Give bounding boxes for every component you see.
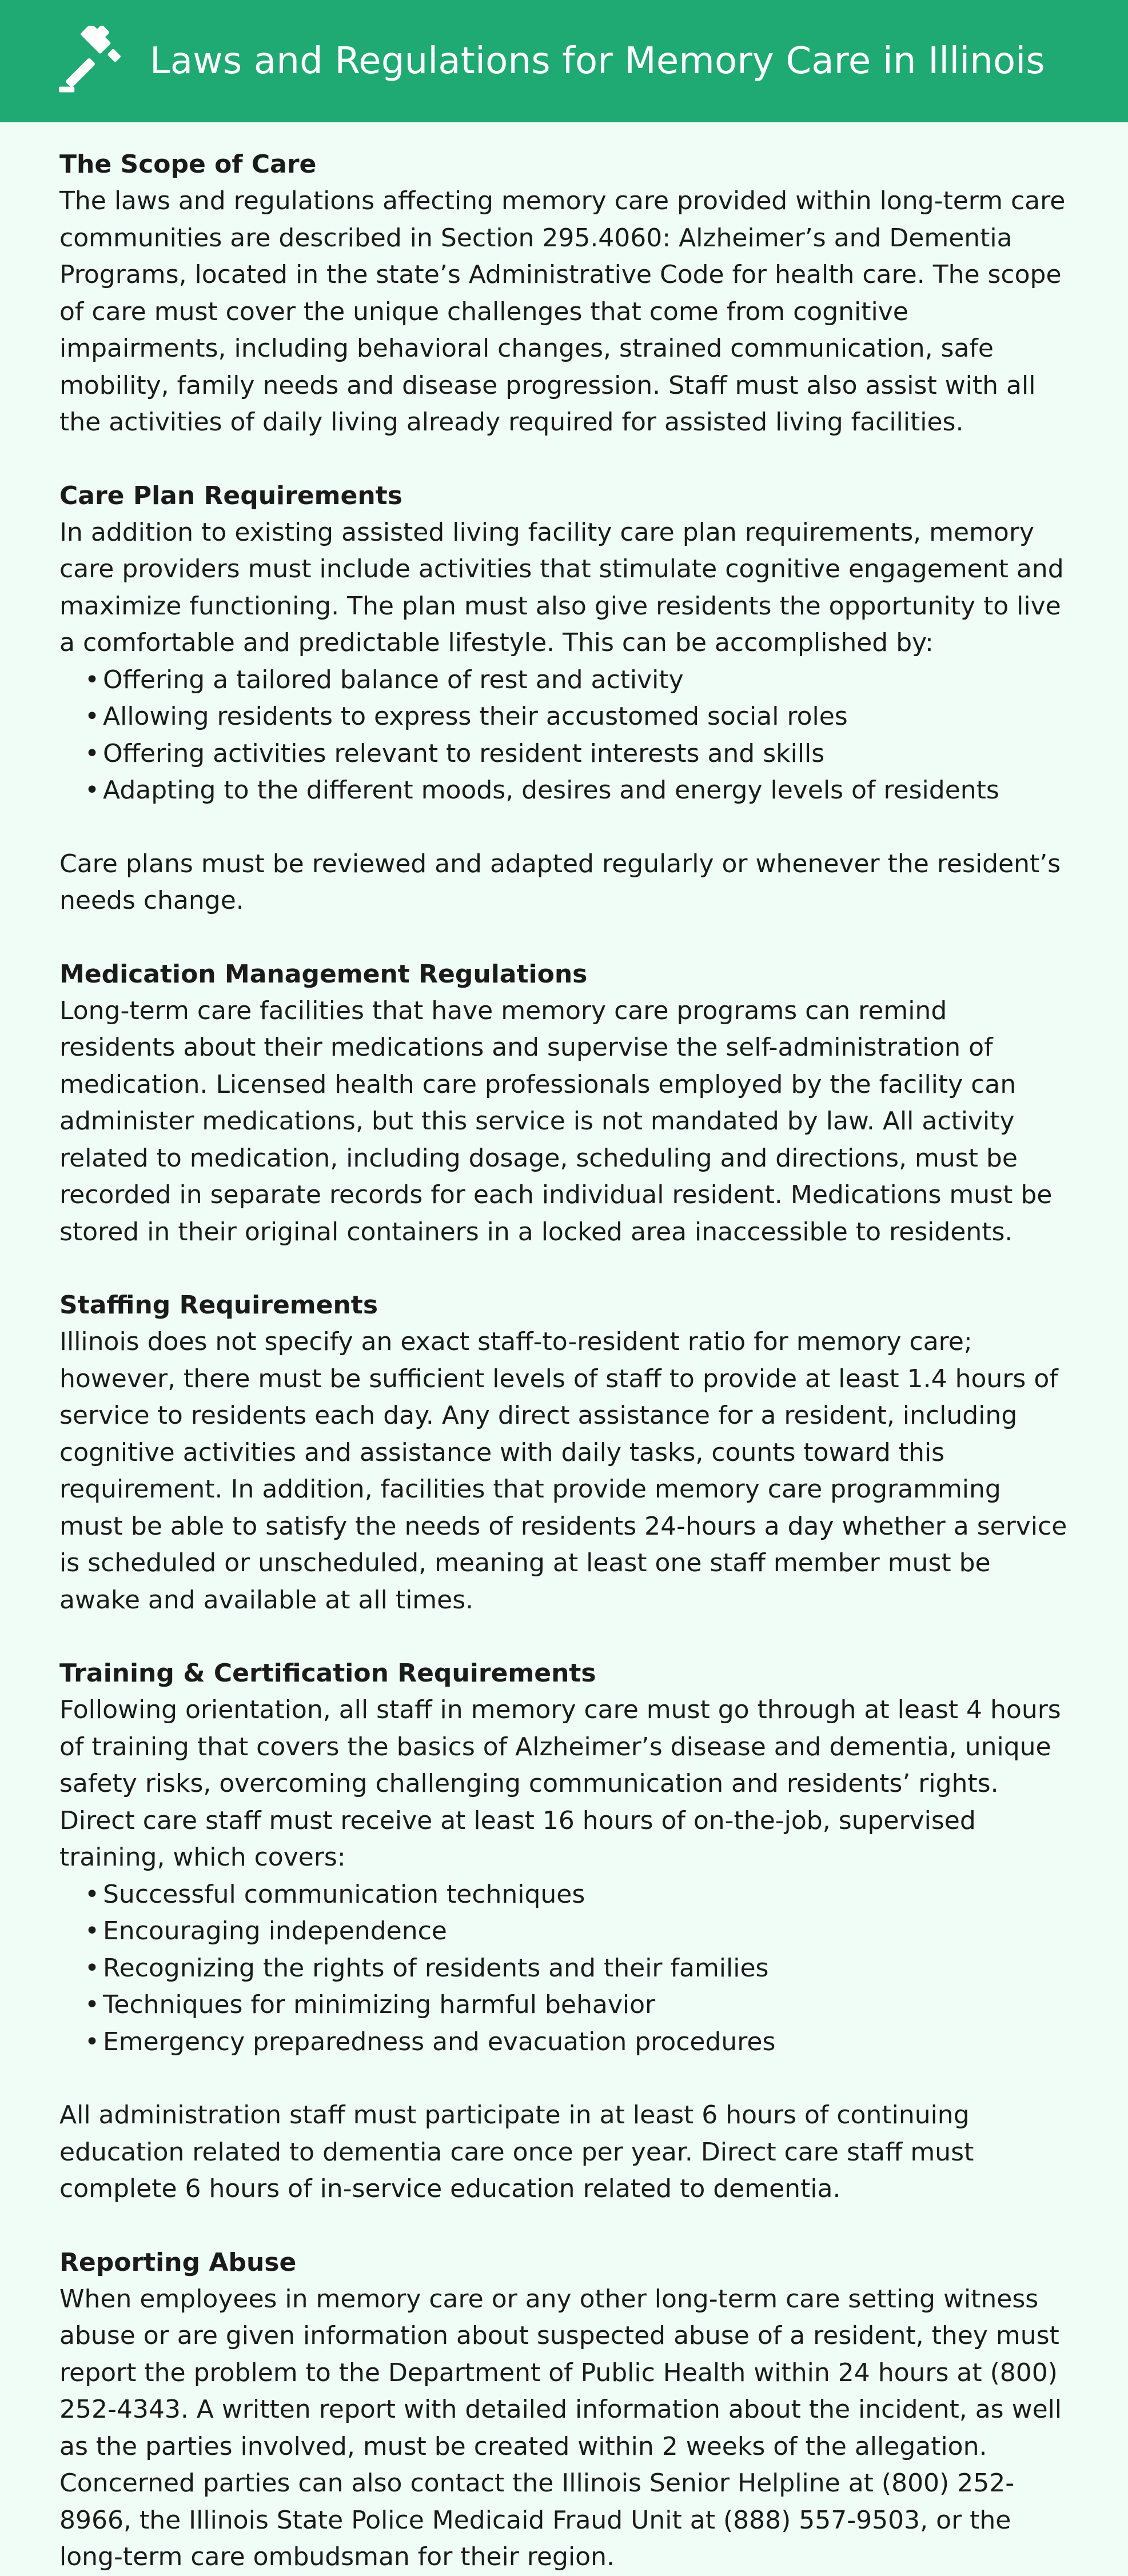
section-title: The Scope of Care <box>59 150 317 179</box>
section-title: Reporting Abuse <box>59 2247 297 2277</box>
section-paragraph: Illinois does not specify an exact staff-to-resident ratio for memory care; however, there must be sufficient levels of staff to provide at least 1.4 hours of service to residents each day. Any direct assistance for a resident, including cognitive activities and assistance with daily tasks, counts toward this requirement. In addition, facilities that provide memory care programming must be able to satisfy the needs of residents 24-hours a day whether a service is scheduled or unscheduled, meaning at least one staff member must be awake and available at all times. <box>59 1327 1067 1615</box>
bullet-list <box>59 1876 1069 2061</box>
section-paragraph: Long-term care facilities that have memory care programs can remind residents about their medications and supervise the self-administration of medication. Licensed health care professionals employed by the facility can administer medications, but this service is not mandated by law. All activity related to medication, including dosage, scheduling and directions, must be recorded in separate records for each individual resident. Medications must be stored in their original containers in a locked area inaccessible to residents. <box>59 996 1053 1247</box>
bullet-icon: • <box>85 702 99 731</box>
list-item: • Techniques for minimizing harmful behavior <box>59 1987 1069 2024</box>
section-paragraph: In addition to existing assisted living facility care plan requirements, memory care providers must include activities that stimulate cognitive engagement and maximize functioning. The plan must also give residents the opportunity to live a comfortable and predictable lifestyle. This can be accomplished by: <box>59 517 1064 657</box>
page-header <box>0 0 1128 122</box>
section-paragraph: Following orientation, all staff in memory care must go through at least 4 hours of training that covers the basics of Alzheimer’s disease and dementia, unique safety risks, overcoming challenging communication and residents’ rights. Direct care staff must receive at least 16 hours of on-the-job, supervised training, which covers: <box>59 1695 1061 1872</box>
section-reporting-abuse <box>59 2244 1069 2576</box>
section-title: Medication Management Regulations <box>59 959 588 989</box>
list-item: • Successful communication techniques <box>59 1876 1069 1914</box>
section-paragraph: Care plans must be reviewed and adapted regularly or whenever the resident’s needs change. <box>59 849 1061 915</box>
list-item: • Encouraging independence <box>59 1913 1069 1950</box>
bullet-list <box>59 662 1069 809</box>
section-paragraph: When employees in memory care or any other long-term care setting witness abuse or are given information about suspected abuse of a resident, they must report the problem to the Department of Public Health within 24 hours at (800) 252-4343. A written report with detailed information about the incident, as well as the parties involved, must be created within 2 weeks of the allegation. Concerned parties can also contact the Illinois Senior Helpline at (800) 252-8966, the Illinois State Police Medicaid Fraud Unit at (888) 557-9503, or the long-term care ombudsman for their region. <box>59 2284 1062 2571</box>
bullet-icon: • <box>85 1953 99 1983</box>
section-medication-management <box>59 956 1069 1251</box>
section-training-certification <box>59 1655 1069 2208</box>
section-paragraph: All administration staff must participate in at least 6 hours of continuing education related to dementia care once per year. Direct care staff must complete 6 hours of in-service education related to dementia. <box>59 2100 974 2203</box>
section-staffing-requirements <box>59 1287 1069 1619</box>
list-item: • Emergency preparedness and evacuation procedures <box>59 2024 1069 2061</box>
list-item: • Offering activities relevant to resident interests and skills <box>59 736 1069 773</box>
list-item: • Offering a tailored balance of rest and activity <box>59 662 1069 699</box>
section-scope-of-care <box>59 146 1069 441</box>
section-title: Staffing Requirements <box>59 1291 378 1320</box>
gavel-icon <box>56 26 127 97</box>
list-item: • Allowing residents to express their accustomed social roles <box>59 698 1069 736</box>
list-item: • Adapting to the different moods, desires and energy levels of residents <box>59 772 1069 809</box>
bullet-icon: • <box>85 1879 99 1909</box>
section-paragraph: The laws and regulations affecting memory care provided within long-term care communities are described in Section 295.4060: Alzheimer’s and Dementia Programs, located in the state’s Administrative Code for health care. The scope of care must cover the unique challenges that come from cognitive impairments, including behavioral changes, strained communication, safe mobility, family needs and disease progression. Staff must also assist with all the activities of daily living already required for assisted living facilities. <box>59 186 1066 437</box>
section-care-plan-requirements <box>59 478 1069 920</box>
bullet-icon: • <box>85 665 99 694</box>
bullet-icon: • <box>85 2027 99 2056</box>
article-body <box>0 122 1128 2576</box>
bullet-icon: • <box>85 1990 99 2019</box>
page-title: Laws and Regulations for Memory Care in Illinois <box>150 40 1045 82</box>
list-item: • Recognizing the rights of residents and their families <box>59 1950 1069 1987</box>
section-title: Training & Certification Requirements <box>59 1659 596 1688</box>
bullet-icon: • <box>85 1916 99 1946</box>
bullet-icon: • <box>85 738 99 768</box>
section-title: Care Plan Requirements <box>59 481 402 510</box>
bullet-icon: • <box>85 776 99 805</box>
